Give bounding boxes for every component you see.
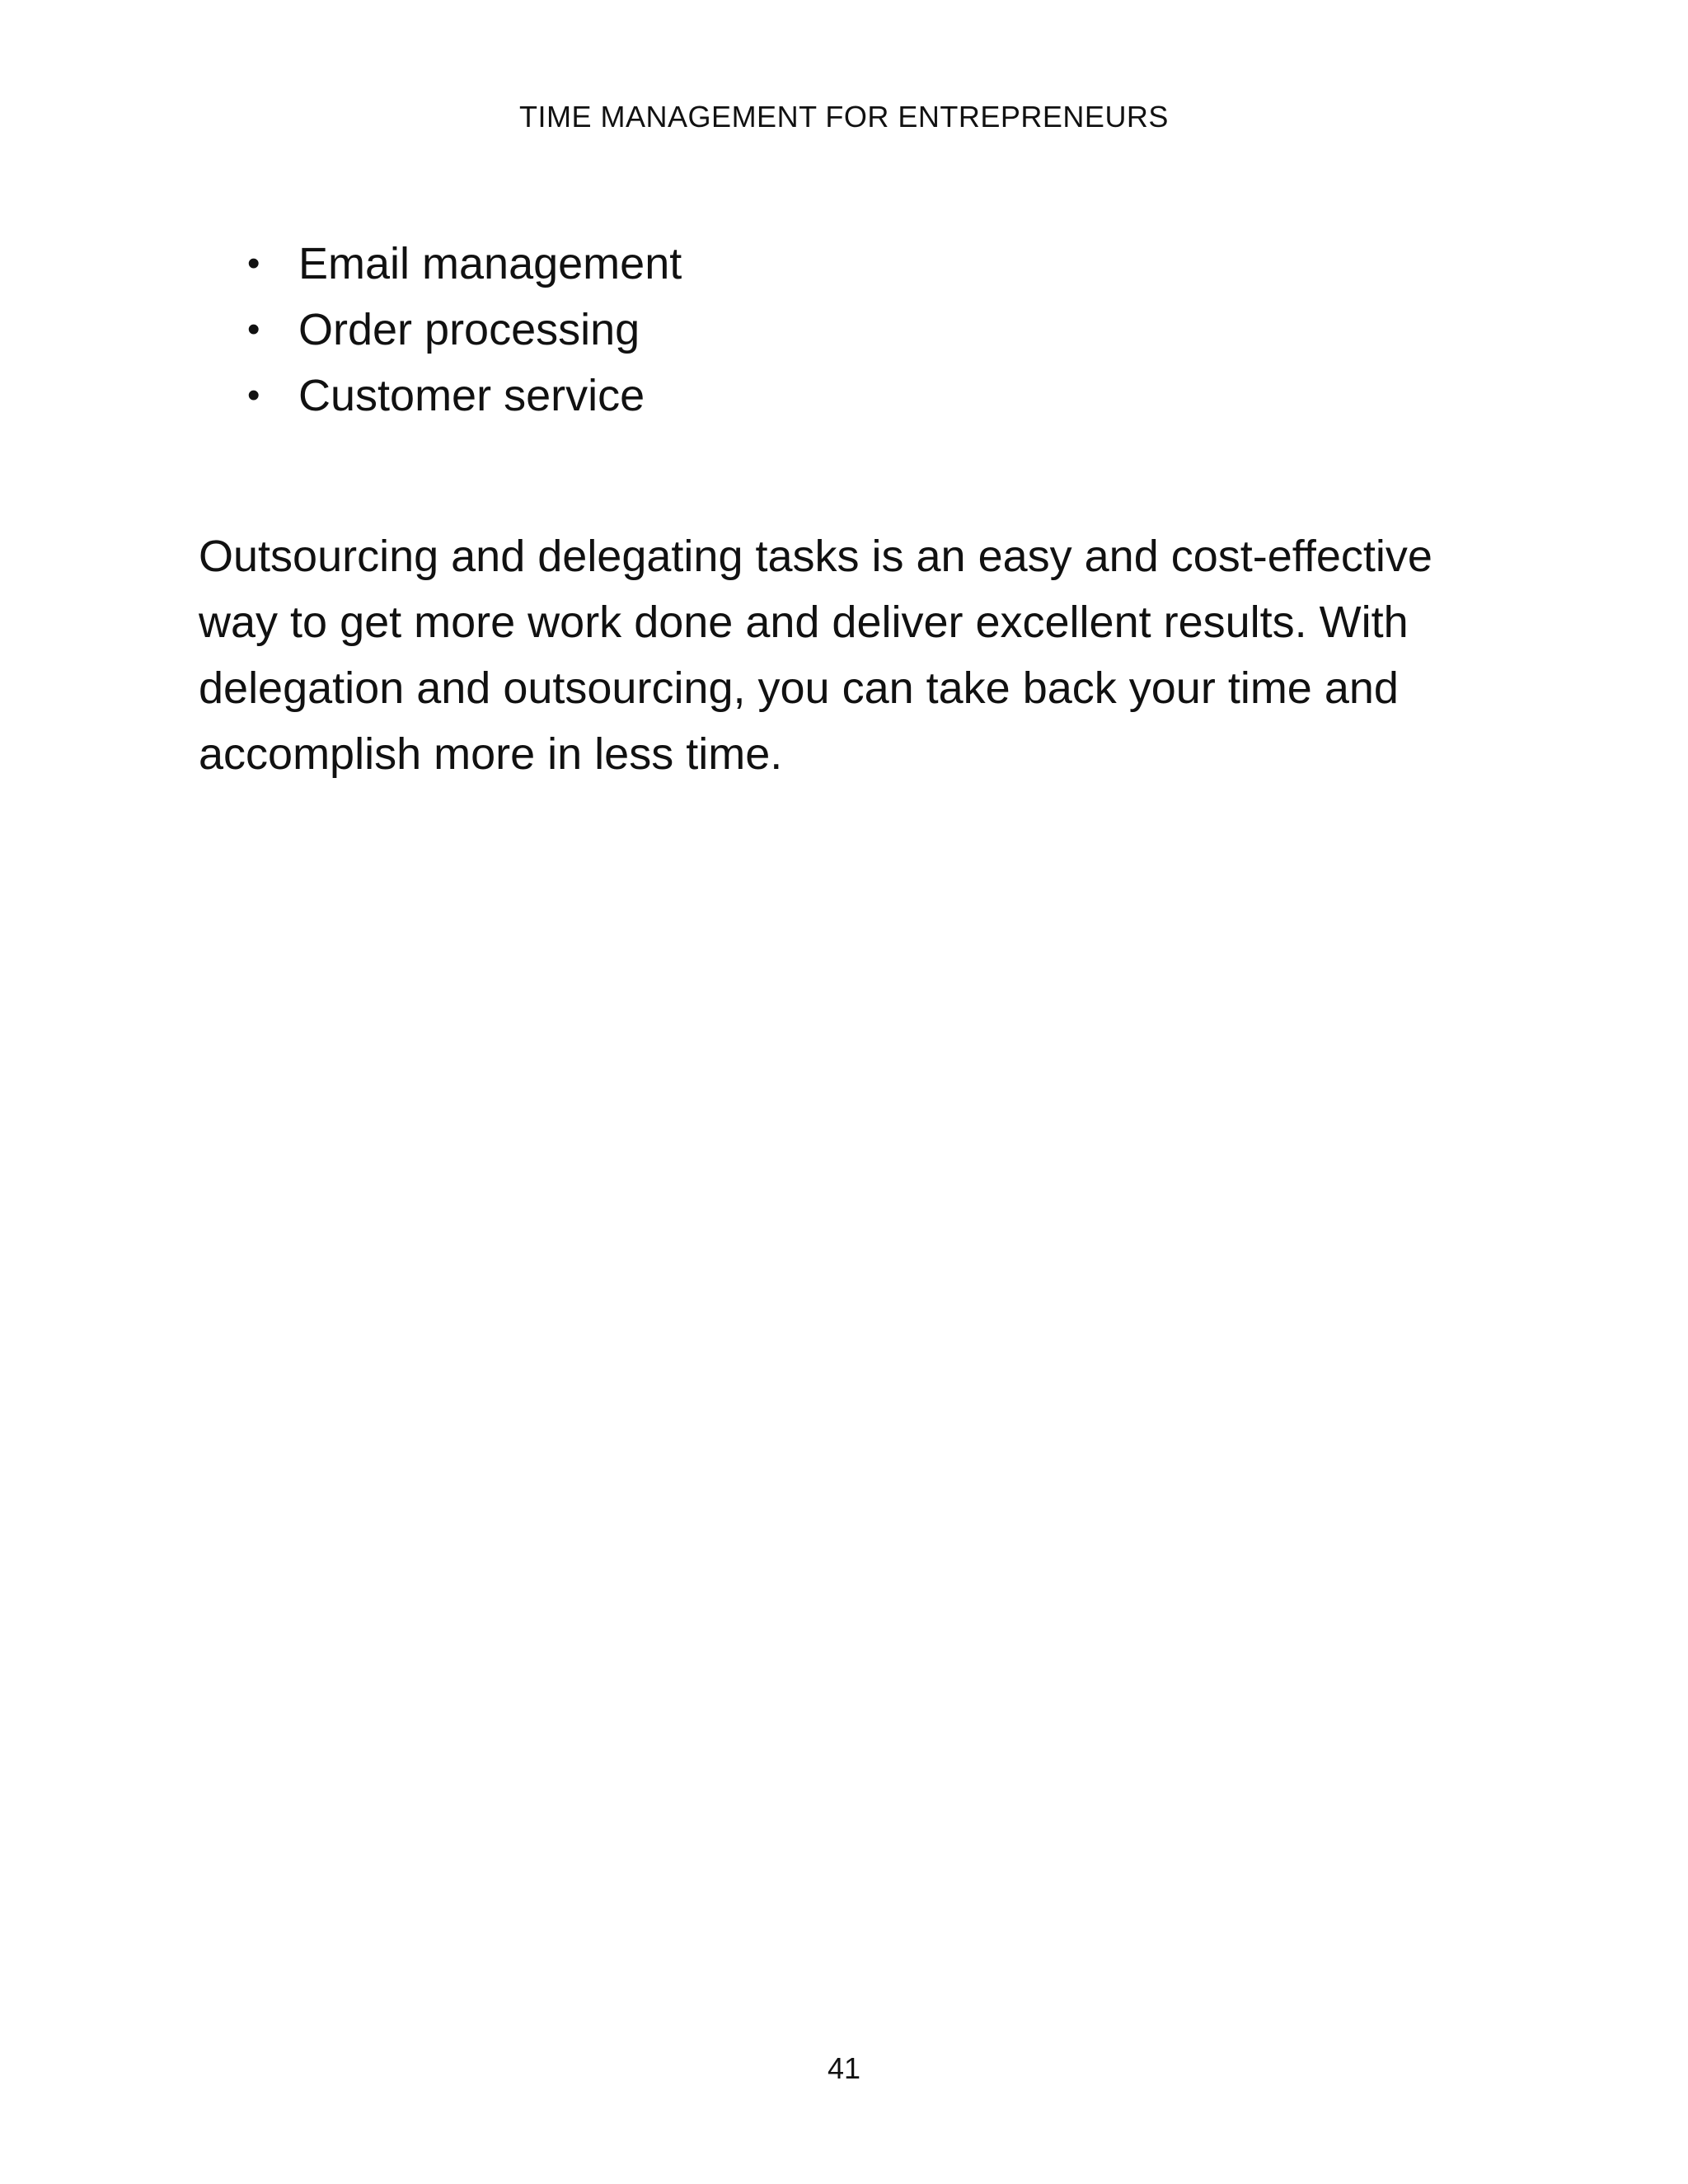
list-item-label: Order processing [298, 305, 640, 354]
bullet-icon: • [247, 243, 260, 284]
bullet-list [247, 231, 682, 429]
running-header: TIME MANAGEMENT FOR ENTREPRENEURS [519, 100, 1169, 134]
list-item [247, 363, 682, 429]
bullet-icon: • [247, 375, 260, 415]
list-item-label: Customer service [298, 371, 645, 420]
bullet-icon: • [247, 309, 260, 349]
list-item-label: Email management [298, 239, 682, 288]
list-item [247, 231, 682, 297]
list-item [247, 297, 682, 363]
body-paragraph: Outsourcing and delegating tasks is an easy and cost-effective way to get more work done and deliver excellent results. With delegation and outsourcing, you can take back your time and accomplish more in less time. [199, 532, 1432, 779]
page-number: 41 [827, 2051, 861, 2085]
